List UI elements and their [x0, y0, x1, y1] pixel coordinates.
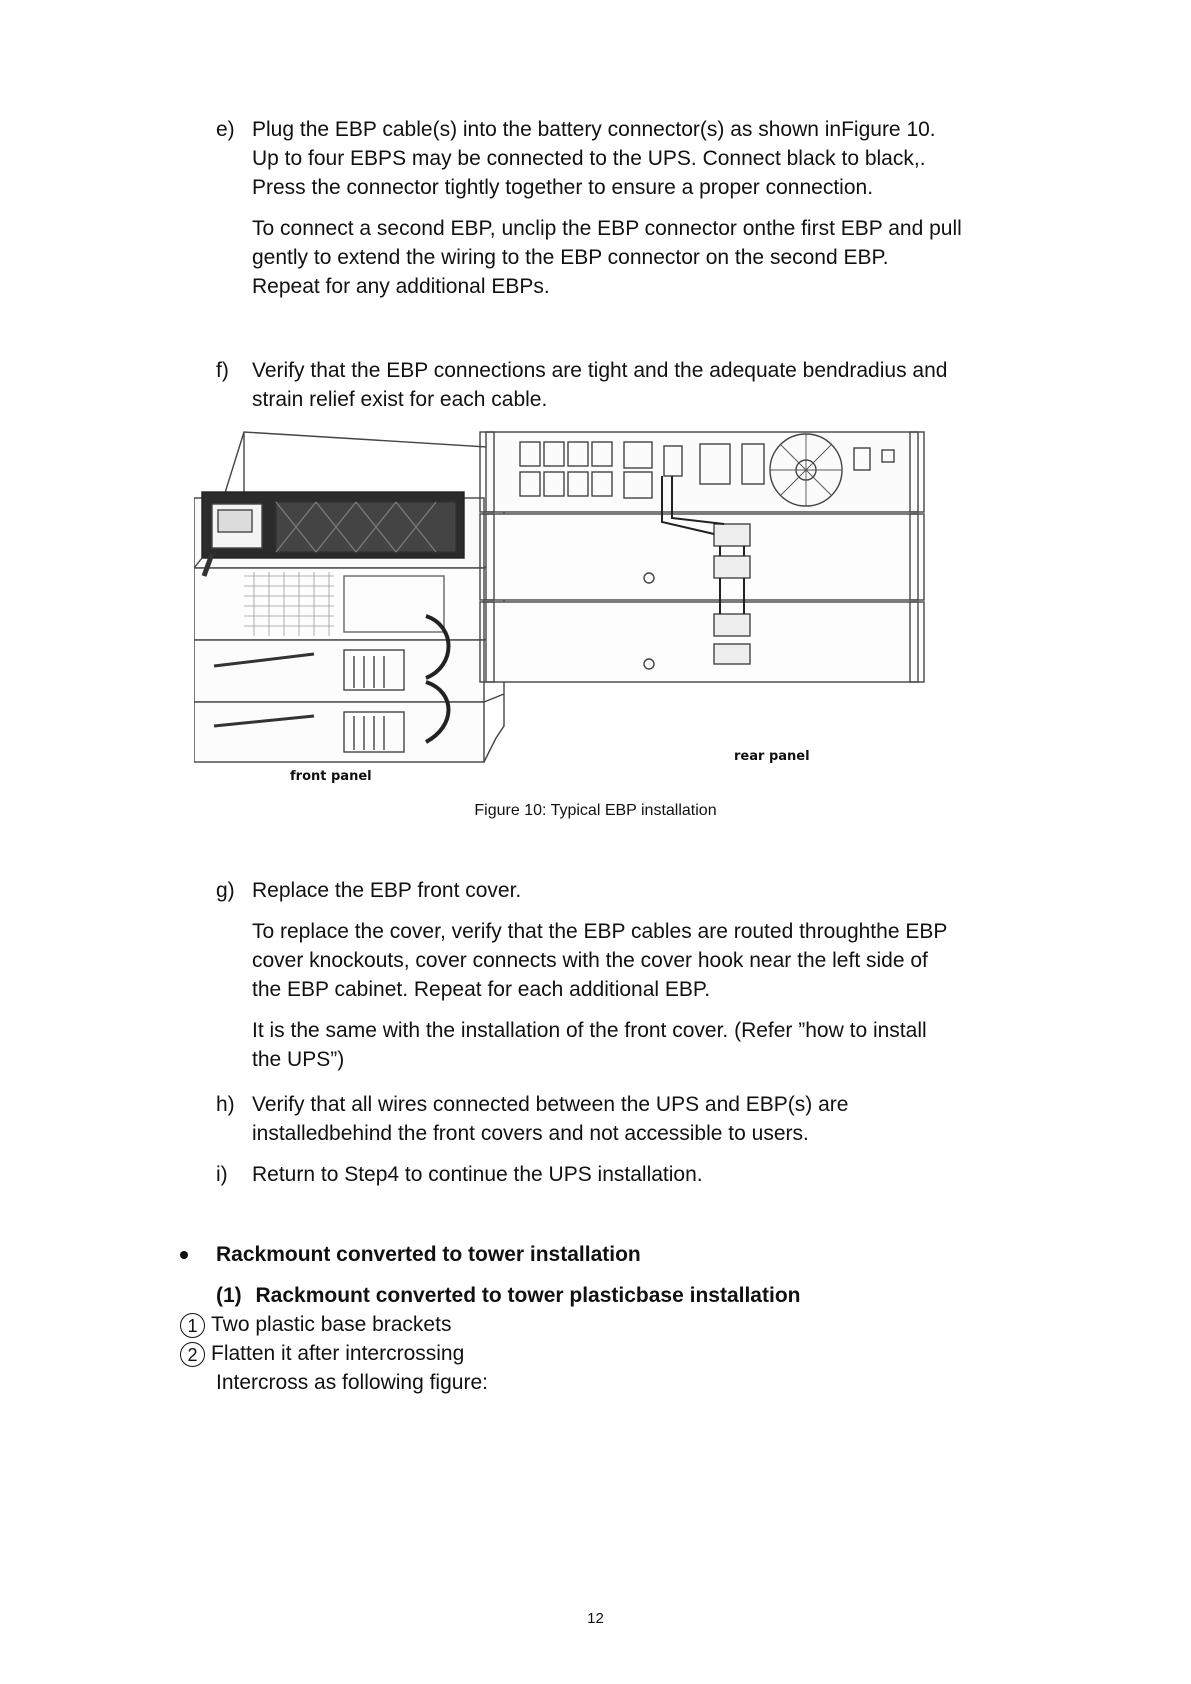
- step-line: Verify that the EBP connections are tight and the adequate bendradius and: [252, 359, 948, 382]
- step-line: Replace the EBP front cover.: [252, 879, 522, 902]
- front-panel-label: front panel: [290, 769, 372, 784]
- step-line: installedbehind the front covers and not accessible to users.: [252, 1122, 809, 1145]
- ebp-installation-figure: [194, 426, 1004, 796]
- step-line: cover knockouts, cover connects with the cover hook near the left side of: [252, 949, 928, 972]
- step-h: [216, 1090, 1006, 1148]
- step-line: To connect a second EBP, unclip the EBP connector onthe first EBP and pull: [252, 217, 962, 240]
- subsection-number: (1): [216, 1284, 242, 1307]
- step-line: Plug the EBP cable(s) into the battery connector(s) as shown inFigure 10.: [252, 118, 936, 141]
- numbered-item-text: Flatten it after intercrossing: [211, 1342, 465, 1365]
- step-line: the EBP cabinet. Repeat for each additional EBP.: [252, 978, 711, 1001]
- step-line: To replace the cover, verify that the EBP cables are routed throughthe EBP: [252, 920, 948, 943]
- step-line: Up to four EBPS may be connected to the UPS. Connect black to black,.: [252, 147, 926, 170]
- section-note: Intercross as following figure:: [216, 1371, 488, 1394]
- section-rackmount-tower: [180, 1240, 1010, 1397]
- step-line: strain relief exist for each cable.: [252, 388, 548, 411]
- step-g: [216, 876, 1006, 1074]
- numbered-item: [180, 1339, 1010, 1368]
- figure-caption: Figure 10: Typical EBP installation: [474, 802, 717, 819]
- circled-number: 1: [180, 1313, 205, 1338]
- page-number: 12: [587, 1610, 604, 1627]
- step-i: [216, 1160, 1006, 1189]
- step-e: [216, 115, 1006, 301]
- step-f: [216, 356, 1006, 414]
- step-letter: f): [216, 359, 229, 382]
- rear-panel-label: rear panel: [734, 749, 810, 764]
- ebp-diagram: [194, 426, 1004, 796]
- step-letter: i): [216, 1163, 228, 1186]
- step-line: Repeat for any additional EBPs.: [252, 275, 550, 298]
- numbered-item-text: Two plastic base brackets: [211, 1313, 452, 1336]
- circled-number: 2: [180, 1342, 205, 1367]
- step-line: Verify that all wires connected between the UPS and EBP(s) are: [252, 1093, 849, 1116]
- bullet-icon: [180, 1251, 188, 1259]
- step-line: the UPS”): [252, 1048, 345, 1071]
- step-line: It is the same with the installation of the front cover. (Refer ”how to install: [252, 1019, 927, 1042]
- subsection-heading: [216, 1281, 1010, 1310]
- step-letter: g): [216, 879, 235, 902]
- step-line: gently to extend the wiring to the EBP connector on the second EBP.: [252, 246, 889, 269]
- step-line: Return to Step4 to continue the UPS installation.: [252, 1163, 703, 1186]
- subsection-title: Rackmount converted to tower plasticbase installation: [255, 1284, 801, 1307]
- step-letter: h): [216, 1093, 235, 1116]
- numbered-item: [180, 1310, 1010, 1339]
- step-line: Press the connector tightly together to ensure a proper connection.: [252, 176, 874, 199]
- section-title: Rackmount converted to tower installation: [216, 1243, 641, 1266]
- step-letter: e): [216, 118, 235, 141]
